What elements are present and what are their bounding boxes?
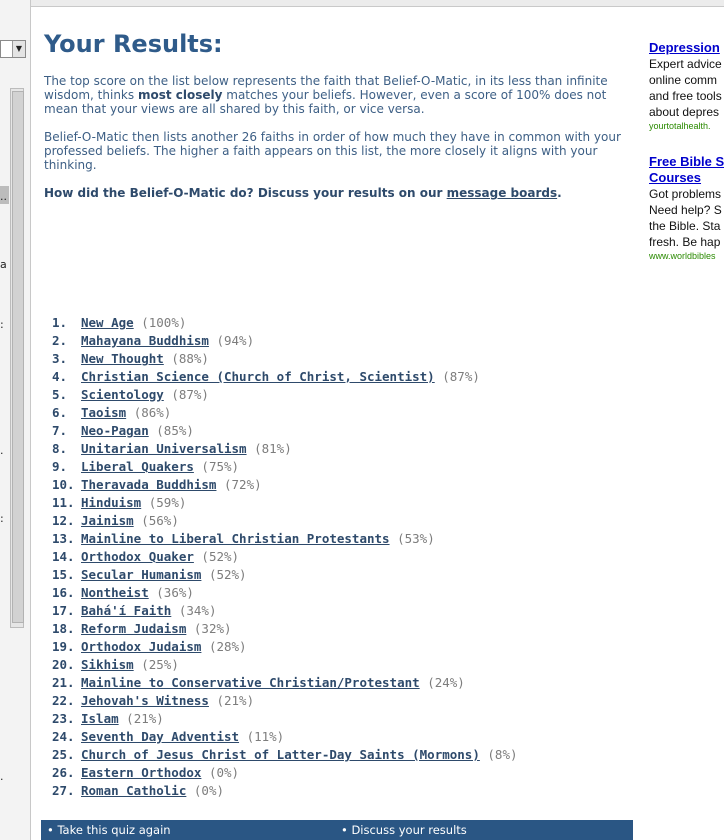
ad-text: and free tools (649, 89, 722, 103)
score: (81%) (254, 441, 292, 456)
left-panel (0, 0, 31, 840)
rank-number: 8. (52, 441, 68, 456)
intro-text-2: matches your beliefs. However, even a score of 100% does not mean that your views are all shared by this faith, or vice versa. (44, 88, 607, 116)
results-list (52, 314, 518, 800)
faith-link[interactable]: Mahayana Buddhism (81, 333, 209, 348)
list-item (52, 404, 518, 422)
faith-link[interactable]: Unitarian Universalism (81, 441, 247, 456)
list-item (52, 620, 518, 638)
faith-link[interactable]: Secular Humanism (81, 567, 202, 582)
score: (94%) (216, 333, 255, 348)
faith-link[interactable]: Roman Catholic (81, 783, 187, 798)
discuss-text: How did the Belief-O-Matic do? Discuss your results on our (44, 186, 447, 200)
faith-link[interactable]: Liberal Quakers (81, 459, 194, 474)
list-item (52, 584, 518, 602)
score: (52%) (208, 567, 247, 582)
score: (85%) (156, 423, 194, 438)
score: (72%) (224, 477, 262, 492)
list-item (52, 764, 518, 782)
list-item (52, 638, 518, 656)
list-item (52, 512, 518, 530)
ad-title-link-2[interactable]: Courses (649, 170, 702, 185)
list-item (52, 674, 518, 692)
chevron-down-icon[interactable]: ▼ (12, 41, 25, 57)
list-item (52, 350, 518, 368)
dropdown[interactable] (0, 40, 26, 58)
ad-text: fresh. Be hap (649, 235, 721, 249)
score: (59%) (148, 495, 187, 510)
faith-link[interactable]: Jehovah's Witness (81, 693, 209, 708)
ad-sidebar (649, 40, 724, 284)
rank-number: 24. (52, 729, 75, 744)
score: (86%) (133, 405, 172, 420)
list-item (52, 548, 518, 566)
list-item (52, 314, 518, 332)
score: (28%) (208, 639, 247, 654)
score: (25%) (141, 657, 179, 672)
score: (88%) (171, 351, 209, 366)
rank-number: 3. (52, 351, 68, 366)
rank-number: 19. (52, 639, 75, 654)
score: (21%) (216, 693, 255, 708)
list-item (52, 782, 518, 800)
score: (53%) (397, 531, 435, 546)
ad-url[interactable]: www.worldbibles (649, 251, 716, 261)
faith-link[interactable]: Christian Science (Church of Christ, Scientist) (81, 369, 435, 384)
faith-link[interactable]: Scientology (81, 387, 164, 402)
take-quiz-again-link[interactable]: • Take this quiz again (47, 823, 171, 837)
faith-link[interactable]: Theravada Buddhism (81, 477, 217, 492)
rank-number: 10. (52, 477, 75, 492)
faith-link[interactable]: Taoism (81, 405, 127, 420)
edge-text: : (0, 318, 4, 331)
rank-number: 11. (52, 495, 75, 510)
faith-link[interactable]: Church of Jesus Christ of Latter-Day Saints (Mormons) (81, 747, 480, 762)
rank-number: 5. (52, 387, 68, 402)
rank-number: 26. (52, 765, 75, 780)
list-item (52, 530, 518, 548)
rank-number: 27. (52, 783, 75, 798)
score: (11%) (246, 729, 285, 744)
page-title: Your Results: (44, 30, 223, 58)
rank-number: 23. (52, 711, 75, 726)
top-toolbar (31, 0, 724, 7)
discuss-punct: . (557, 186, 562, 200)
score: (75%) (201, 459, 240, 474)
list-item (52, 440, 518, 458)
main-content (44, 30, 640, 214)
rank-number: 7. (52, 423, 68, 438)
scrollbar-thumb[interactable] (12, 91, 24, 623)
rank-number: 9. (52, 459, 68, 474)
discuss-results-link[interactable]: • Discuss your results (341, 823, 467, 837)
rank-number: 4. (52, 369, 68, 384)
rank-number: 14. (52, 549, 75, 564)
ad-block (649, 154, 724, 262)
ad-text: about depres (649, 105, 720, 119)
faith-link[interactable]: Reform Judaism (81, 621, 187, 636)
rank-number: 22. (52, 693, 75, 708)
ad-text: Expert advice (649, 57, 722, 71)
score: (21%) (126, 711, 164, 726)
score: (36%) (156, 585, 194, 600)
edge-text: : (0, 512, 4, 525)
bottom-action-bar (41, 820, 633, 840)
score: (0%) (193, 783, 224, 798)
score: (32%) (193, 621, 232, 636)
faith-link[interactable]: Eastern Orthodox (81, 765, 202, 780)
list-item (52, 332, 518, 350)
intro-paragraph (44, 74, 640, 116)
rank-number: 6. (52, 405, 68, 420)
faith-link[interactable]: Nontheist (81, 585, 149, 600)
list-item (52, 656, 518, 674)
faith-link[interactable]: Seventh Day Adventist (81, 729, 240, 744)
list-item (52, 692, 518, 710)
faith-link[interactable]: Orthodox Quaker (81, 549, 194, 564)
rank-number: 18. (52, 621, 75, 636)
list-item (52, 386, 518, 404)
list-item (52, 422, 518, 440)
edge-text: .. (0, 190, 7, 203)
discuss-prompt (44, 186, 640, 200)
edge-text: a (0, 258, 7, 271)
intro-emphasis: most closely (137, 88, 223, 102)
ad-text: online comm (649, 73, 718, 87)
ad-title-link[interactable]: Depression (649, 40, 720, 55)
rank-number: 1. (52, 315, 68, 330)
rank-number: 20. (52, 657, 75, 672)
score: (52%) (201, 549, 240, 564)
intro-paragraph-2: Belief-O-Matic then lists another 26 faiths in order of how much they have in common with your professed beliefs. The higher a faith appears on this list, the more closely it aligns with your thinking. (44, 130, 621, 172)
faith-link[interactable]: Mainline to Liberal Christian Protestants (81, 531, 390, 546)
rank-number: 12. (52, 513, 75, 528)
list-item (52, 476, 518, 494)
message-boards-link[interactable]: message boards (446, 186, 558, 200)
rank-number: 21. (52, 675, 75, 690)
faith-link[interactable]: New Thought (81, 351, 164, 366)
ad-title-link[interactable]: Free Bible S (649, 154, 724, 169)
score: (56%) (141, 513, 179, 528)
score: (87%) (442, 369, 480, 384)
score: (87%) (171, 387, 209, 402)
rank-number: 15. (52, 567, 75, 582)
faith-link[interactable]: Jainism (81, 513, 134, 528)
score: (34%) (178, 603, 217, 618)
list-item (52, 458, 518, 476)
rank-number: 16. (52, 585, 75, 600)
list-item (52, 710, 518, 728)
faith-link[interactable]: New Age (81, 315, 134, 330)
score: (0%) (208, 765, 240, 780)
edge-text: . (0, 770, 4, 783)
faith-link[interactable]: Mainline to Conservative Christian/Protestant (81, 675, 420, 690)
faith-link[interactable]: Sikhism (81, 657, 134, 672)
rank-number: 17. (52, 603, 75, 618)
faith-link[interactable]: Hinduism (81, 495, 142, 510)
edge-text: . (0, 444, 4, 457)
list-item (52, 746, 518, 764)
list-item (52, 728, 518, 746)
intro-text: The top score on the list below represents the faith that Belief-O-Matic, in its less than infinite wisdom, thinks (44, 74, 608, 102)
rank-number: 25. (52, 747, 75, 762)
faith-link[interactable]: Islam (81, 711, 119, 726)
scrollbar[interactable] (10, 88, 24, 628)
list-item (52, 494, 518, 512)
list-item (52, 566, 518, 584)
ad-text: Got problems (649, 187, 722, 201)
ad-url[interactable]: yourtotalhealth. (649, 121, 711, 131)
list-item (52, 368, 518, 386)
faith-link[interactable]: Bahá'í Faith (81, 603, 172, 618)
score: (24%) (427, 675, 465, 690)
ad-text: the Bible. Sta (649, 219, 721, 233)
score: (100%) (141, 315, 187, 330)
ad-text: Need help? S (649, 203, 722, 217)
faith-link[interactable]: Orthodox Judaism (81, 639, 202, 654)
faith-link[interactable]: Neo-Pagan (81, 423, 149, 438)
list-item (52, 602, 518, 620)
score: (8%) (487, 747, 518, 762)
ad-block (649, 40, 724, 132)
rank-number: 2. (52, 333, 68, 348)
rank-number: 13. (52, 531, 75, 546)
